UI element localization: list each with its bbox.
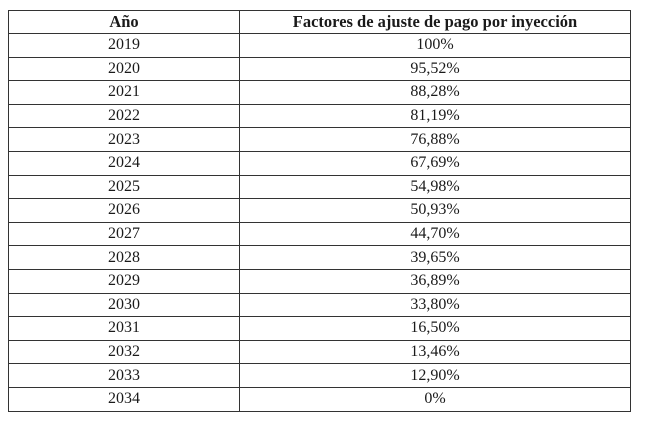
- table-row: [9, 34, 631, 58]
- year-column-header: Año: [9, 11, 240, 34]
- factor-cell: 88,28%: [240, 81, 631, 105]
- table-row: [9, 387, 631, 411]
- table-row: [9, 175, 631, 199]
- year-cell: 2031: [9, 317, 240, 341]
- year-cell: 2022: [9, 104, 240, 128]
- factor-cell: 36,89%: [240, 269, 631, 293]
- table-body: [9, 34, 631, 412]
- year-cell: 2033: [9, 364, 240, 388]
- year-cell: 2027: [9, 222, 240, 246]
- year-cell: 2021: [9, 81, 240, 105]
- factor-cell: 39,65%: [240, 246, 631, 270]
- table-header-row: [9, 11, 631, 34]
- table-row: [9, 81, 631, 105]
- table-row: [9, 222, 631, 246]
- factor-cell: 16,50%: [240, 317, 631, 341]
- year-cell: 2032: [9, 340, 240, 364]
- factor-column-header: Factores de ajuste de pago por inyección: [240, 11, 631, 34]
- factor-cell: 44,70%: [240, 222, 631, 246]
- factor-cell: 12,90%: [240, 364, 631, 388]
- year-cell: 2023: [9, 128, 240, 152]
- year-cell: 2028: [9, 246, 240, 270]
- year-cell: 2019: [9, 34, 240, 58]
- factor-cell: 0%: [240, 387, 631, 411]
- table-row: [9, 293, 631, 317]
- factor-cell: 95,52%: [240, 57, 631, 81]
- table-row: [9, 340, 631, 364]
- factor-cell: 81,19%: [240, 104, 631, 128]
- year-cell: 2034: [9, 387, 240, 411]
- payment-adjustment-table: [8, 10, 631, 412]
- table-row: [9, 246, 631, 270]
- factor-cell: 100%: [240, 34, 631, 58]
- table-row: [9, 364, 631, 388]
- year-cell: 2030: [9, 293, 240, 317]
- table-row: [9, 317, 631, 341]
- year-cell: 2024: [9, 151, 240, 175]
- year-cell: 2029: [9, 269, 240, 293]
- year-cell: 2025: [9, 175, 240, 199]
- factor-cell: 54,98%: [240, 175, 631, 199]
- factor-cell: 50,93%: [240, 199, 631, 223]
- factor-cell: 33,80%: [240, 293, 631, 317]
- year-cell: 2020: [9, 57, 240, 81]
- table-row: [9, 104, 631, 128]
- table-row: [9, 57, 631, 81]
- table-row: [9, 151, 631, 175]
- factor-cell: 76,88%: [240, 128, 631, 152]
- year-cell: 2026: [9, 199, 240, 223]
- table-row: [9, 199, 631, 223]
- table-row: [9, 128, 631, 152]
- factor-cell: 13,46%: [240, 340, 631, 364]
- factor-cell: 67,69%: [240, 151, 631, 175]
- table-row: [9, 269, 631, 293]
